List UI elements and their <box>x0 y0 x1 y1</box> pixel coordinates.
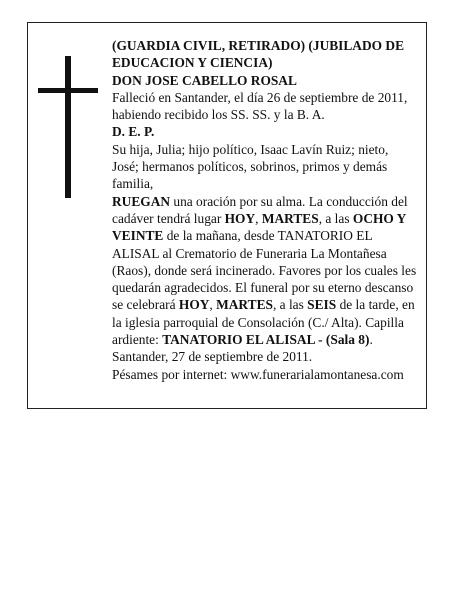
martes-2: MARTES <box>216 297 273 313</box>
dep-line: D. E. P. <box>112 124 155 140</box>
notice-header: (GUARDIA CIVIL, RETIRADO) (JUBILADO DE EDUCACION Y CIENCIA) <box>112 38 405 71</box>
service-text-5: de la tarde, en la iglesia parroquial de Consolación (C./ Alta). Capilla ardiente: <box>112 297 415 348</box>
service-text-2: , a las <box>318 210 353 226</box>
family-list: Su hija, Julia; hijo político, Isaac Lavín Ruiz; nieto, José; hermanos políticos, sobrinos, primos y demás familia, <box>112 141 389 192</box>
seis: SEIS <box>307 297 337 313</box>
ruegan-text: RUEGAN <box>112 193 171 209</box>
cross-vertical-bar <box>65 56 71 198</box>
cross-icon <box>38 56 98 198</box>
service-text-6: . <box>369 332 373 348</box>
hoy-1: HOY <box>224 210 256 226</box>
condolences-line: Pésames por internet: www.funerarialamontanesa.com <box>112 366 404 382</box>
obituary-text <box>112 37 418 383</box>
hoy-2: HOY <box>178 297 210 313</box>
comma-1: , <box>255 210 262 226</box>
service-text-3: de la mañana, desde TANATORIO EL ALISAL al Crematorio de Funeraria La Montañesa (Raos), donde será incinerado. Favores por los cuales les quedarán agradecidos. El funeral por su eterno descanso se celebrará <box>112 228 417 313</box>
service-text-4: , a las <box>272 297 308 313</box>
comma-2: , <box>209 297 217 313</box>
service-text-1: una oración por su alma. La conducción del cadáver tendrá lugar <box>112 193 408 226</box>
service-details <box>112 193 418 349</box>
ocho-y-veinte: OCHO Y VEINTE <box>112 210 406 244</box>
cross-horizontal-bar <box>38 88 98 93</box>
martes-1: MARTES <box>261 210 319 226</box>
tanatorio-sala: TANATORIO EL ALISAL - (Sala 8) <box>162 332 370 348</box>
notice-date: Santander, 27 de septiembre de 2011. <box>112 349 313 365</box>
deceased-name: DON JOSE CABELLO ROSAL <box>112 72 297 88</box>
death-statement: Falleció en Santander, el día 26 de septiembre de 2011, habiendo recibido los SS. SS. y la B. A. <box>112 89 408 123</box>
